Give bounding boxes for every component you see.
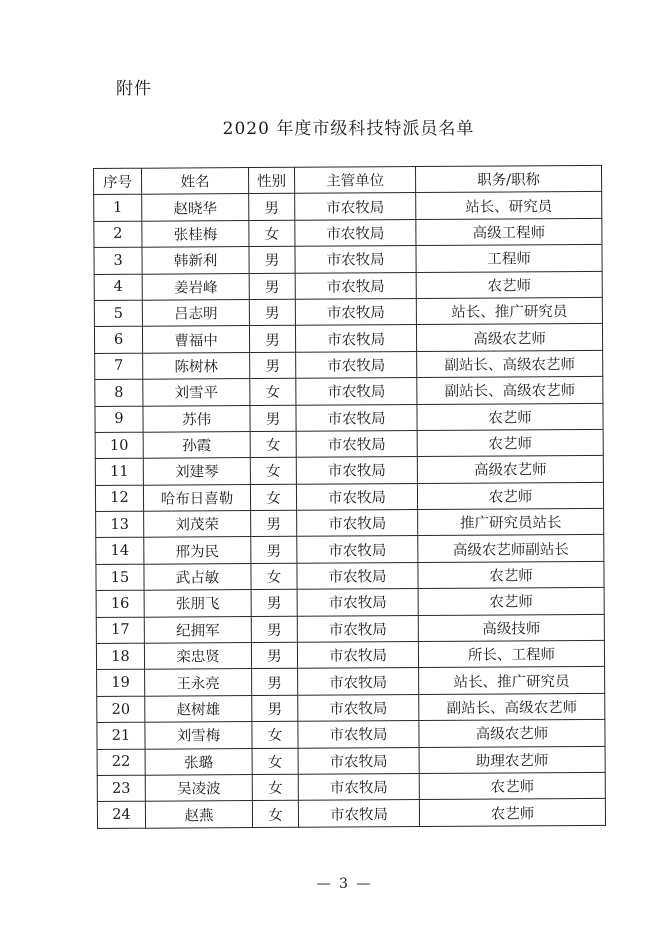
cell-gender: 男 — [249, 246, 295, 273]
cell-name: 刘雪梅 — [145, 722, 252, 749]
table-row — [95, 456, 603, 485]
cell-department: 市农牧局 — [296, 430, 417, 457]
cell-name: 哈布日喜勒 — [143, 484, 250, 511]
cell-department: 市农牧局 — [296, 351, 417, 378]
table-row — [95, 350, 603, 379]
cell-position: 农艺师 — [419, 799, 605, 827]
cell-department: 市农牧局 — [295, 246, 416, 273]
cell-name: 纪拥军 — [144, 616, 251, 643]
table-row — [94, 245, 602, 274]
table-row — [96, 535, 604, 564]
cell-position: 所长、工程师 — [418, 640, 604, 668]
cell-position: 高级技师 — [418, 614, 604, 642]
document-title: 2020 年度市级科技特派员名单 — [222, 119, 475, 139]
cell-department: 市农牧局 — [298, 747, 419, 774]
cell-department: 市农牧局 — [298, 721, 419, 748]
cell-position: 站长、推广研究员 — [416, 297, 602, 325]
cell-position: 高级工程师 — [416, 218, 602, 246]
table-header-row — [94, 165, 602, 194]
cell-gender: 男 — [251, 616, 297, 643]
cell-department: 市农牧局 — [297, 642, 418, 669]
cell-name: 张朋飞 — [144, 590, 251, 617]
cell-index: 7 — [95, 353, 143, 380]
cell-position: 副站长、高级农艺师 — [417, 350, 603, 378]
cell-name: 陈树林 — [143, 352, 250, 379]
header-department: 主管单位 — [294, 167, 415, 194]
cell-name: 栾忠贤 — [144, 643, 251, 670]
table-row — [96, 640, 604, 669]
cell-department: 市农牧局 — [296, 404, 417, 431]
cell-index: 16 — [96, 590, 144, 617]
table-row — [97, 693, 605, 722]
cell-name: 姜岩峰 — [142, 273, 249, 300]
cell-department: 市农牧局 — [295, 325, 416, 352]
cell-index: 12 — [95, 485, 143, 512]
table-row — [96, 614, 604, 643]
table-row — [94, 271, 602, 300]
cell-name: 武占敏 — [144, 563, 251, 590]
cell-index: 8 — [95, 379, 143, 406]
table-row — [97, 772, 605, 801]
cell-gender: 男 — [249, 273, 295, 300]
table-row — [97, 799, 605, 828]
cell-position: 副站长、高级农艺师 — [417, 377, 603, 405]
table-row — [95, 482, 603, 511]
cell-index: 5 — [94, 300, 142, 327]
cell-position: 高级农艺师副站长 — [418, 535, 604, 563]
cell-department: 市农牧局 — [295, 219, 416, 246]
cell-department: 市农牧局 — [296, 378, 417, 405]
cell-department: 市农牧局 — [297, 562, 418, 589]
cell-department: 市农牧局 — [295, 272, 416, 299]
cell-position: 高级农艺师 — [419, 720, 605, 748]
cell-gender: 男 — [250, 405, 296, 432]
table-row — [94, 297, 602, 326]
cell-gender: 女 — [252, 801, 298, 828]
cell-index: 13 — [96, 511, 144, 538]
cell-index: 21 — [97, 722, 145, 749]
cell-gender: 男 — [249, 194, 295, 221]
cell-gender: 女 — [250, 484, 296, 511]
table-row — [96, 561, 604, 590]
cell-department: 市农牧局 — [297, 615, 418, 642]
cell-index: 20 — [97, 696, 145, 723]
cell-position: 高级农艺师 — [416, 324, 602, 352]
table-body — [94, 192, 606, 828]
cell-gender: 男 — [250, 352, 296, 379]
cell-gender: 男 — [252, 669, 298, 696]
cell-gender: 女 — [252, 748, 298, 775]
table-row — [96, 588, 604, 617]
page-number: — 3 — — [316, 876, 373, 892]
cell-position: 站长、研究员 — [416, 192, 602, 220]
cell-index: 18 — [96, 643, 144, 670]
cell-gender: 女 — [251, 563, 297, 590]
cell-index: 15 — [96, 564, 144, 591]
cell-position: 农艺师 — [416, 271, 602, 299]
cell-position: 农艺师 — [417, 429, 603, 457]
cell-gender: 女 — [250, 458, 296, 485]
cell-department: 市农牧局 — [298, 694, 419, 721]
cell-name: 刘建琴 — [143, 458, 250, 485]
table-row — [95, 403, 603, 432]
cell-gender: 男 — [249, 299, 295, 326]
cell-position: 农艺师 — [418, 588, 604, 616]
cell-index: 11 — [95, 458, 143, 485]
cell-name: 曹福中 — [142, 326, 249, 353]
table-row — [95, 377, 603, 406]
cell-index: 6 — [94, 327, 142, 354]
cell-index: 14 — [96, 538, 144, 565]
cell-name: 赵晓华 — [142, 194, 249, 221]
cell-department: 市农牧局 — [296, 483, 417, 510]
cell-department: 市农牧局 — [298, 800, 419, 827]
cell-name: 吕志明 — [142, 300, 249, 327]
header-index: 序号 — [94, 168, 142, 195]
cell-position: 推广研究员站长 — [418, 508, 604, 536]
cell-gender: 女 — [250, 378, 296, 405]
cell-position: 农艺师 — [418, 561, 604, 589]
cell-name: 邢为民 — [144, 537, 251, 564]
cell-name: 赵树雄 — [145, 695, 252, 722]
cell-name: 刘雪平 — [143, 379, 250, 406]
cell-index: 9 — [95, 406, 143, 433]
cell-position: 农艺师 — [417, 482, 603, 510]
cell-position: 农艺师 — [419, 772, 605, 800]
cell-department: 市农牧局 — [297, 536, 418, 563]
cell-department: 市农牧局 — [295, 193, 416, 220]
cell-name: 韩新利 — [142, 247, 249, 274]
cell-gender: 男 — [251, 537, 297, 564]
cell-name: 刘茂荣 — [144, 511, 251, 538]
cell-department: 市农牧局 — [298, 774, 419, 801]
cell-name: 王永亮 — [145, 669, 252, 696]
cell-gender: 女 — [252, 774, 298, 801]
cell-position: 农艺师 — [417, 403, 603, 431]
cell-position: 助理农艺师 — [419, 746, 605, 774]
cell-position: 工程师 — [416, 245, 602, 273]
cell-gender: 女 — [249, 220, 295, 247]
cell-index: 2 — [94, 221, 142, 248]
table-row — [94, 218, 602, 247]
cell-gender: 女 — [252, 721, 298, 748]
cell-index: 19 — [97, 670, 145, 697]
cell-position: 站长、推广研究员 — [419, 667, 605, 695]
cell-name: 赵燕 — [145, 801, 252, 828]
cell-gender: 男 — [251, 642, 297, 669]
cell-gender: 男 — [251, 510, 297, 537]
cell-department: 市农牧局 — [297, 510, 418, 537]
cell-index: 17 — [96, 617, 144, 644]
attachment-label: 附件 — [116, 79, 152, 99]
table-row — [97, 746, 605, 775]
cell-department: 市农牧局 — [298, 668, 419, 695]
cell-name: 张璐 — [145, 748, 252, 775]
table-row — [97, 667, 605, 696]
cell-index: 22 — [97, 749, 145, 776]
cell-index: 24 — [97, 802, 145, 829]
cell-gender: 男 — [251, 590, 297, 617]
cell-index: 4 — [94, 274, 142, 301]
header-position: 职务/职称 — [415, 165, 601, 193]
header-name: 姓名 — [142, 168, 249, 195]
table-row — [95, 429, 603, 458]
table-row — [94, 324, 602, 353]
cell-index: 3 — [94, 247, 142, 274]
cell-department: 市农牧局 — [296, 457, 417, 484]
cell-name: 张桂梅 — [142, 220, 249, 247]
cell-index: 1 — [94, 195, 142, 222]
roster-table — [93, 165, 606, 829]
header-gender: 性别 — [249, 167, 295, 194]
cell-gender: 男 — [249, 326, 295, 353]
table-row — [94, 192, 602, 221]
cell-gender: 男 — [252, 695, 298, 722]
cell-index: 23 — [97, 775, 145, 802]
cell-department: 市农牧局 — [295, 298, 416, 325]
cell-name: 苏伟 — [143, 405, 250, 432]
cell-name: 吴凌波 — [145, 775, 252, 802]
table-row — [96, 508, 604, 537]
cell-gender: 女 — [250, 431, 296, 458]
cell-name: 孙霞 — [143, 431, 250, 458]
cell-position: 高级农艺师 — [417, 456, 603, 484]
cell-index: 10 — [95, 432, 143, 459]
table-row — [97, 720, 605, 749]
cell-department: 市农牧局 — [297, 589, 418, 616]
cell-position: 副站长、高级农艺师 — [419, 693, 605, 721]
